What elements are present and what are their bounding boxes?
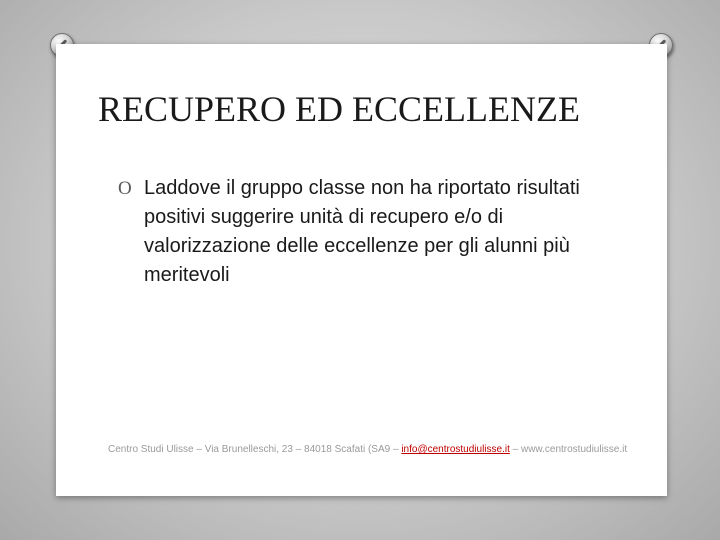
bullet-list	[118, 174, 618, 290]
bullet-marker: O	[118, 178, 132, 199]
bullet-item	[118, 174, 618, 290]
footer-email-link[interactable]: info@centrostudiulisse.it	[401, 444, 510, 455]
footer-address: Centro Studi Ulisse – Via Brunelleschi, 23 – 84018 Scafati (SA9 –	[108, 444, 402, 455]
slide-title: RECUPERO ED ECCELLENZE	[98, 89, 580, 129]
footer	[108, 444, 648, 455]
bullet-text: Laddove il gruppo classe non ha riportato risultati positivi suggerire unità di recupero e/o di valorizzazione delle eccellenze per gli alunni più meritevoli	[144, 177, 580, 286]
footer-website: – www.centrostudiulisse.it	[509, 444, 628, 455]
